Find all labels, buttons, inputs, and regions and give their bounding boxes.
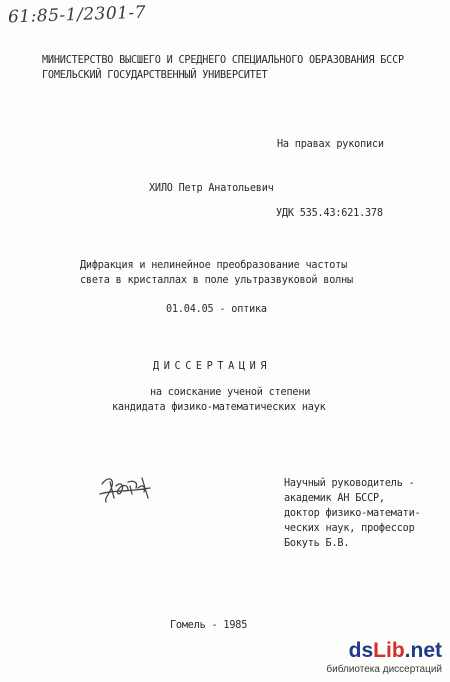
watermark-brand-ds: ds bbox=[348, 639, 374, 662]
degree-line2: кандидата физико-математических наук bbox=[112, 402, 326, 413]
specialty-code: 01.04.05 - оптика bbox=[166, 304, 267, 315]
document-type: ДИССЕРТАЦИЯ bbox=[153, 361, 272, 372]
archive-stamp: 61:85-1/2301-7 bbox=[7, 2, 147, 28]
supervisor-degree-1: доктор физико-математи- bbox=[284, 508, 421, 519]
udc-code: УДК 535.43:621.378 bbox=[276, 208, 383, 219]
watermark-brand-lib: Lib bbox=[373, 639, 405, 662]
thesis-title-line2: света в кристаллах в поле ультразвуковой волны bbox=[80, 275, 353, 286]
ministry-header: МИНИСТЕРСТВО ВЫСШЕГО И СРЕДНЕГО СПЕЦИАЛЬНОГО ОБРАЗОВАНИЯ БССР bbox=[42, 55, 404, 66]
thesis-title-line1: Дифракция и нелинейное преобразование частоты bbox=[80, 260, 348, 271]
supervisor-degree-2: ческих наук, профессор bbox=[284, 523, 415, 534]
supervisor-label: Научный руководитель - bbox=[284, 478, 415, 489]
supervisor-name: Бокуть Б.В. bbox=[284, 538, 350, 549]
watermark-tagline: библиотека диссертаций bbox=[326, 664, 442, 675]
handwritten-signature bbox=[98, 472, 154, 506]
author-name: ХИЛО Петр Анатольевич bbox=[149, 183, 274, 194]
degree-line1: на соискание ученой степени bbox=[150, 387, 311, 398]
university-header: ГОМЕЛЬСКИЙ ГОСУДАРСТВЕННЫЙ УНИВЕРСИТЕТ bbox=[42, 70, 268, 81]
place-and-year: Гомель - 1985 bbox=[170, 620, 248, 631]
supervisor-title: академик АН БССР, bbox=[284, 493, 385, 504]
watermark-brand-net: .net bbox=[404, 639, 442, 662]
rights-note: На правах рукописи bbox=[277, 139, 384, 150]
dslib-watermark bbox=[326, 639, 448, 680]
watermark-brand bbox=[349, 640, 442, 662]
